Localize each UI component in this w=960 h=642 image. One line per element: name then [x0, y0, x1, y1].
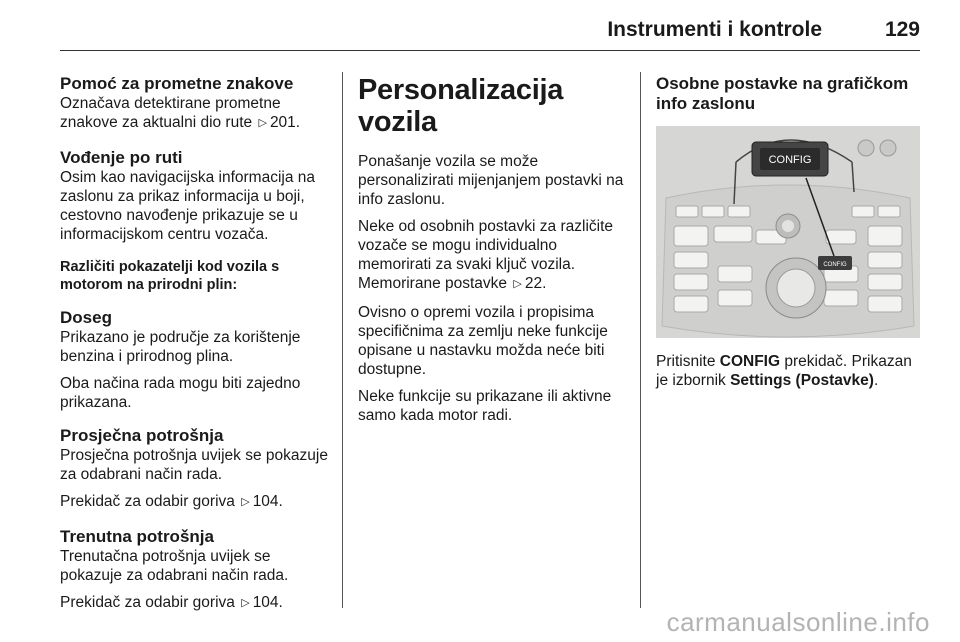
body-text: Oba načina rada mogu biti zajedno prikazana. — [60, 375, 301, 411]
section-traffic-sign-assist — [60, 74, 328, 134]
body-text: Ovisno o opremi vozila i propisima specifičnima za zemlju neke funkcije opisane u nastavku možda neće biti dostupne. — [358, 304, 608, 378]
page-reference[interactable]: ▷ 201. — [256, 114, 300, 131]
column-divider — [342, 72, 343, 608]
page-reference[interactable]: ▷ 104. — [239, 594, 283, 611]
section-average-consumption — [60, 426, 328, 513]
body-text: Prekidač za odabir goriva — [60, 594, 235, 611]
section-heading: Trenutna potrošnja — [60, 527, 214, 546]
body-text: Označava detektirane prometne znakove za aktualni dio rute — [60, 95, 281, 131]
body-text: Ponašanje vozila se može personalizirati mijenjanjem postavki na info zaslonu. — [358, 153, 624, 208]
section-route-guidance — [60, 148, 328, 244]
section-heading: Doseg — [60, 308, 112, 327]
left-column — [60, 74, 328, 628]
watermark: carmanualsonline.info — [666, 607, 930, 637]
body-text: Pritisnite — [656, 353, 716, 370]
body-text: . — [873, 372, 879, 389]
body-text: Trenutačna potrošnja uvijek se pokazuje za odabrani način rada. — [60, 548, 289, 584]
section-current-consumption — [60, 527, 328, 614]
column-divider — [640, 72, 641, 608]
body-text: Prosječna potrošnja uvijek se pokazuje za odabrani način rada. — [60, 447, 328, 483]
page-reference[interactable]: ▷ 104. — [239, 493, 283, 510]
middle-column — [358, 74, 626, 433]
body-text: Prikazano je područje za korištenje benzina i prirodnog plina. — [60, 329, 301, 365]
body-text: Neke od osobnih postavki za različite vozače se mogu individualno memorirati za svaki ključ vozila. Memorirane postavke — [358, 218, 614, 292]
small-config-label: CONFIG — [823, 262, 847, 268]
section-range — [60, 308, 328, 412]
body-text: prekidač. Prikazan je izbornik — [656, 353, 912, 389]
body-text: Neke funkcije su prikazane ili aktivne samo kada motor radi. — [358, 388, 612, 424]
chapter-heading: Personalizacija vozila — [358, 74, 564, 138]
section-heading: Pomoć za prometne znakove — [60, 74, 294, 93]
control-panel-photo — [656, 126, 920, 338]
config-button-label: CONFIG — [719, 353, 781, 370]
page-header — [60, 16, 920, 51]
body-text: Prekidač za odabir goriva — [60, 493, 235, 510]
config-label: CONFIG — [768, 154, 812, 166]
note-heading: Različiti pokazatelji kod vozila s motorom na prirodni plin: — [60, 259, 280, 293]
note-cng — [60, 258, 328, 294]
section-heading: Osobne postavke na grafičkom info zaslonu — [656, 74, 909, 113]
body-text: Osim kao navigacijska informacija na zaslonu za prikaz informacija u boji, cestovno navođenje prikazuje se u informacijskom centru vozača. — [60, 169, 315, 243]
page-number: 129 — [884, 18, 920, 41]
section-heading: Prosječna potrošnja — [60, 426, 224, 445]
section-heading: Vođenje po ruti — [60, 148, 183, 167]
settings-menu-label: Settings (Postavke) — [730, 372, 874, 389]
header-title: Instrumenti i kontrole — [607, 18, 822, 41]
control-panel-illustration — [656, 126, 920, 338]
page-reference[interactable]: ▷ 22. — [511, 275, 546, 292]
right-column — [656, 74, 924, 398]
